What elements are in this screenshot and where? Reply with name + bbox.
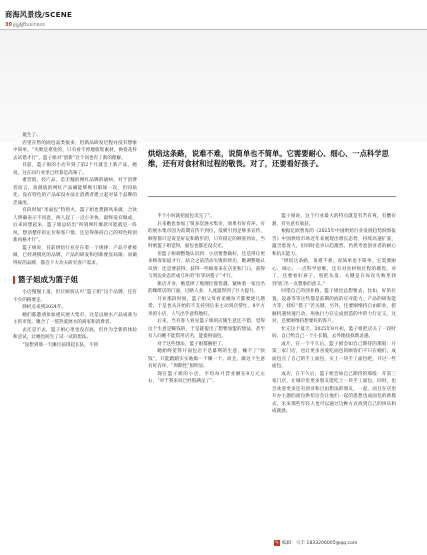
paragraph: 根据亿欧智库的《2025年中国烘焙行业发展趋势洞察报告》中国烘焙市场近年来展现出增长态势，持续高速扩张，蕴含着庞大，但同时竞争日趋激烈，仍然考验创业者的耐心和抗压能力。 — [272, 229, 396, 257]
paragraph: 后来她也参加了很多次展水集市，效果有好有坏。有的展水集市因为前期宣传不到位，没吸引到足够多宣传，顾客都只是说是好玩和散步的，只有稳定的顾客到访，当时被篮子姐觉得，面包也都还没卖光。 — [148, 221, 265, 249]
paragraph: 成片，在一个不久后，篮子姐会如自己期待的那般：开第三家门店，也让更多喜爱吃面包的顾客们不只在她们，成面包点了自己的手工面包，买上一块手工面包吧，开过一些面包。 — [272, 341, 396, 369]
article-column-2 — [148, 213, 265, 544]
editor-credit — [274, 538, 398, 548]
page-tag — [5, 21, 45, 29]
article-column-1 — [13, 132, 137, 544]
section-name-en: Business — [22, 22, 46, 28]
paragraph: 成功，在不久后，篮子姐会如自己期待的那般：开第三家门店，让城市里更多朋友能吃上一块手工面包，同时，也会欢迎更多还有创业和自由想法的朋友，一起，而且在店里开办主题的面包烘焙这会让他们一起的思想也成面包的新模式，未来那些年轻人也可以通过这种方式找到自己的快乐和成就感。 — [272, 371, 396, 414]
paragraph: 她们都邀请参加重庆展大集市，这是以展水产品成商为主的市集，聚合了一帮热爱展水的商家和消费者。 — [13, 312, 137, 325]
paragraph: 韩析点来到2024年。 — [22, 305, 67, 310]
edit-icon: ✎ — [275, 540, 279, 546]
page-number: 30 — [5, 22, 12, 28]
subhead-marker — [13, 276, 15, 284]
paragraph: 重营销，轻产品，是无憾的网红品牌的通病，对于消费者而言，高颜值的网红产品确能够吸引眼球一次，但同质化、没有特色的产品却没办法让消费者建立起对某个品牌的忠诚度。 — [13, 178, 137, 206]
paragraph: 小店慢慢上道，但让顾客认可“篮子姐”这个品牌，还有不少的路要走。 — [13, 290, 137, 303]
paragraph: 店里在售的面包品类很多，但新品研发过程并没有想象中简单。“失败是难免的，只有看不停地收集素材，换着花样去试错才行”，篮子姐对“创新”这个词也有了新的理解。 — [13, 140, 137, 161]
paragraph: 有段时间“米面包”特别火，篮子姐也想跟风来做，合伙人明确表示不同意，两人起了一点小争执，最终没有做成，后来回想起来，篮子姐总结出“所谓网红爆款可能就是一阵风，想清楚你的定位和客户群，还是得保持自己的特色和创新风格才行”。 — [13, 208, 137, 243]
paragraph: 目前，篮子姐的小店开到了第2个月就会上新产品，她说，这在同行业里已经算是高频了。 — [13, 163, 137, 176]
pull-quote: 烘焙这条路，说难不难，说简单也不简单。它需要耐心、细心、一点科学思维，还有对食材和过程的敬畏。对了，还要看好孩子。 — [148, 149, 389, 168]
paragraph: 新店开业，她选择了地理位置优越、紧挨着一家出名的咖啡店的门面，过路人多，人流量得到了巨大提升。 — [148, 281, 265, 294]
paragraph: 忙完这个夏天，2025年8月初，篮子姐把店关了一段时间，自己给自己一个小长假，去外地找找新灵感。 — [272, 326, 396, 339]
paragraph: 但篮子姐调整地认识到：小店要想做好，还是得让更多顾客知道才行。结合之前活动失败的经历，她调整地认识到：还是要获得，获得一些顾客来在店里和门口，获得与周边业态形成互补的“好邻居搭子”才行。 — [148, 251, 265, 279]
paragraph: 半个小时就把面包卖完了”。 — [157, 214, 215, 219]
paragraph: 她始终觉得开面包店不是暴利的生意，赚不了“快钱”，只能踏踏实实地做一个赚一个。而且，做这个生意有好有坏，“周期性”很明显。 — [148, 349, 265, 369]
editor-label: 编辑：马丰 1833206005@qq.com — [282, 541, 358, 546]
paragraph: 现在篮子姐的小店，平均每月营业额在8万元左右，“对于我来说已经很满足了”。 — [148, 371, 265, 384]
subhead-text: 篮子姐成为篮子姐 — [18, 275, 78, 284]
paragraph: 后来，当有客人看见篮子姐的店铺生意还不错，觉得这个生意是赚钱的，于是就提出了想要加盟的想法，甚至有人问她不能借用店名，能提供面包。 — [148, 319, 265, 339]
paragraph: “烘焙这条路，说难不难，说简单也不简单。它需要耐心、细心、一点科学思维，还有对食材和过程的敬畏。对了，还要看好孩子，别把头发、关键是在每次失败里找到‘底’出一点想象的意义。” — [272, 259, 396, 287]
section-subhead — [13, 275, 137, 284]
section-name: 商海 — [12, 22, 23, 29]
paragraph: 诞生了。 — [22, 133, 41, 138]
pullquote-divider — [148, 196, 396, 197]
paragraph: 篮子姐说，这个行业最大的特点就是有苦有爽，有酸有甜，有失意有收获。 — [272, 214, 396, 227]
paragraph: 开业那段时间，篮子姐父母看见她每天都要逐几趟货，于是也从开始的不支持到后来主动到店帮忙。8平方米的小店，人气出乎意料地旺。 — [148, 296, 265, 317]
photo-area — [0, 30, 427, 143]
paragraph: “设想到那一天摊位前排起长队，不到 — [22, 342, 99, 348]
paragraph: 回望自己的创业路，篮子姐也总想要去，比如，好的位置、设备等等这些都是前期的底的应对能力，产品的研发能力等，找好“搭子”若关键，另外，还要刚维持自由职业，把握机遇快速行动，用执行力在完成创造的中的力行定义，这对，还要刚维持想要好的客户。 — [272, 289, 396, 324]
article-column-3 — [272, 213, 396, 544]
paragraph: 去还是不去，篮子姐心里也没有底，但作为全新的体验和尝试，让她也萌生了试一试的想法。 — [13, 327, 137, 340]
paragraph: 篮子姐说，目前烘焙行业存在着一个规律：产品不难被做，已经规模化的品牌，产品的研发和创新便显局限；而做得好的品牌，都会下大功夫研究客户需求。 — [13, 245, 137, 266]
magazine-title: 商海风景线/SCENE — [5, 10, 73, 19]
paragraph: 对于这些想法，篮子姐都婉拒了。 — [157, 341, 227, 347]
